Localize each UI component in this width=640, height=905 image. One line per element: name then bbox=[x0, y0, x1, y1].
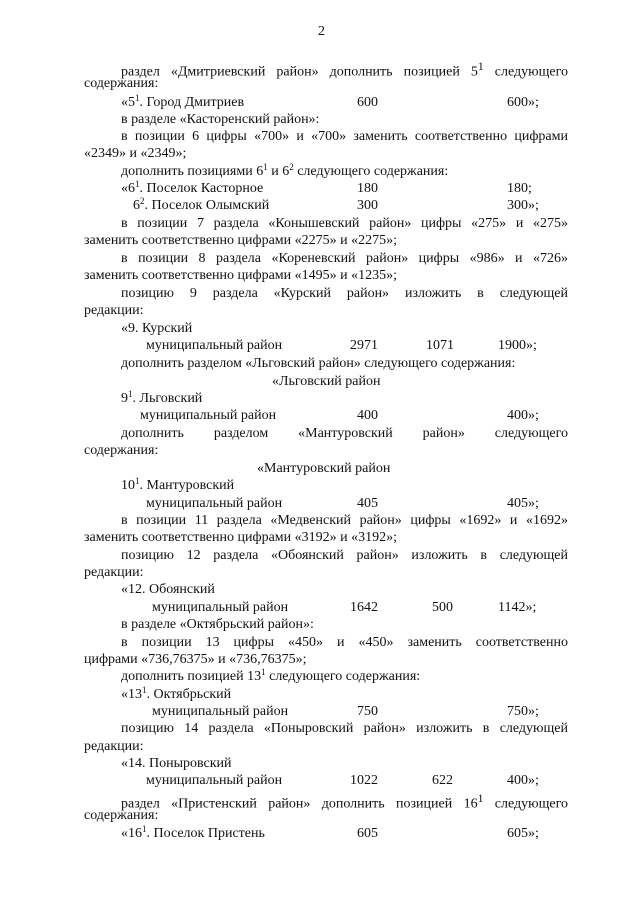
superscript: 2 bbox=[140, 196, 145, 206]
text-line: редакции: bbox=[84, 739, 144, 754]
text-line bbox=[121, 59, 568, 81]
text-line: в разделе «Касторенский район»: bbox=[121, 112, 320, 127]
value-cell: 750»; bbox=[507, 704, 539, 719]
text-fragment: . Мантуровский bbox=[139, 478, 235, 493]
text-line bbox=[121, 669, 420, 685]
text-fragment: «6 bbox=[121, 181, 135, 196]
text-line: редакции: bbox=[84, 303, 144, 318]
position-label bbox=[133, 198, 269, 214]
value-cell: 300»; bbox=[507, 198, 539, 213]
text-line: заменить соответственно цифрами «3192» и «3192»; bbox=[84, 530, 398, 545]
position-label: «9. Курский bbox=[121, 321, 193, 336]
text-line: цифрами «736,76375» и «736,76375»; bbox=[84, 652, 307, 667]
superscript: 1 bbox=[477, 60, 484, 73]
text-fragment: раздел «Пристенский район» дополнить позицией 16 bbox=[121, 796, 478, 812]
text-fragment: и 6 bbox=[267, 164, 290, 179]
text-fragment: позицию 14 раздела «Поныровский район» изложить в следующей bbox=[121, 721, 568, 736]
text-fragment: . Поселок Пристень bbox=[146, 826, 265, 841]
text-line: заменить соответственно цифрами «2275» и «2275»; bbox=[84, 233, 398, 248]
text-line: дополнить разделом «Льговский район» следующего содержания: bbox=[121, 356, 516, 371]
value-cell: 400 bbox=[357, 408, 378, 423]
text-fragment: дополнить разделом «Мантуровский район» следующего bbox=[121, 426, 568, 441]
text-line bbox=[121, 548, 568, 564]
superscript: 1 bbox=[261, 667, 266, 677]
position-label bbox=[121, 391, 202, 407]
value-cell: 1642 bbox=[350, 600, 378, 615]
text-fragment: «13 bbox=[121, 687, 142, 702]
text-fragment: в позиции 8 раздела «Кореневский район» цифры «986» и «726» bbox=[121, 251, 568, 266]
text-line bbox=[121, 164, 448, 180]
text-fragment: в позиции 11 раздела «Медвенский район» цифры «1692» и «1692» bbox=[121, 513, 568, 528]
value-cell: 180; bbox=[507, 181, 532, 196]
position-label bbox=[121, 181, 263, 197]
superscript: 1 bbox=[135, 476, 140, 486]
text-fragment: следующего bbox=[483, 64, 569, 80]
superscript: 1 bbox=[135, 179, 140, 189]
value-cell: 600 bbox=[357, 95, 378, 110]
position-label: муниципальный район bbox=[146, 773, 283, 788]
value-cell: 180 bbox=[357, 181, 378, 196]
position-label: «12. Обоянский bbox=[121, 582, 215, 597]
value-cell: 2971 bbox=[350, 338, 378, 353]
text-fragment: . Поселок Олымский bbox=[144, 198, 270, 213]
text-fragment: раздел «Дмитриевский район» дополнить позицией 5 bbox=[121, 64, 478, 80]
text-fragment: . Октябрьский bbox=[146, 687, 232, 702]
text-line: содержания: bbox=[84, 808, 159, 823]
text-line bbox=[121, 216, 568, 232]
text-fragment: дополнить позициями 6 bbox=[121, 164, 264, 179]
value-cell: 500 bbox=[432, 600, 453, 615]
value-cell: 405»; bbox=[507, 496, 539, 511]
text-fragment: «5 bbox=[121, 95, 135, 110]
text-line: в разделе «Октябрьский район»: bbox=[121, 617, 314, 632]
text-fragment: 10 bbox=[121, 478, 135, 493]
position-label: муниципальный район bbox=[146, 338, 283, 353]
text-fragment: в позиции 7 раздела «Конышевский район» цифры «275» и «275» bbox=[121, 216, 568, 231]
text-line: «2349» и «2349»; bbox=[84, 146, 187, 161]
superscript: 1 bbox=[263, 162, 268, 172]
text-line bbox=[121, 635, 568, 651]
text-fragment: . Поселок Касторное bbox=[139, 181, 264, 196]
text-fragment: позицию 9 раздела «Курский район» изложить в следующей bbox=[121, 286, 568, 301]
text-line: редакции: bbox=[84, 565, 144, 580]
text-line bbox=[121, 791, 568, 813]
value-cell: 605»; bbox=[507, 826, 539, 841]
superscript: 1 bbox=[142, 685, 147, 695]
text-line bbox=[121, 286, 568, 302]
position-label: муниципальный район bbox=[152, 600, 289, 615]
text-line: содержания: bbox=[84, 76, 159, 91]
position-label: муниципальный район bbox=[146, 496, 283, 511]
value-cell: 1142»; bbox=[498, 600, 537, 615]
superscript: 1 bbox=[128, 389, 133, 399]
position-label bbox=[121, 687, 231, 703]
text-fragment: . Город Дмитриев bbox=[139, 95, 245, 110]
section-heading: «Мантуровский район bbox=[257, 461, 391, 476]
text-fragment: позицию 12 раздела «Обоянский район» изложить в следующей bbox=[121, 548, 568, 563]
position-label: муниципальный район bbox=[140, 408, 277, 423]
section-heading: «Льговский район bbox=[272, 374, 381, 389]
position-label bbox=[121, 478, 234, 494]
text-line: заменить соответственно цифрами «1495» и «1235»; bbox=[84, 268, 398, 283]
superscript: 2 bbox=[289, 162, 294, 172]
text-line bbox=[121, 426, 568, 442]
text-fragment: следующего bbox=[483, 796, 569, 812]
text-line bbox=[121, 129, 568, 145]
position-label bbox=[121, 826, 265, 842]
value-cell: 400»; bbox=[507, 408, 539, 423]
text-fragment: следующего содержания: bbox=[265, 669, 421, 684]
text-fragment: 6 bbox=[133, 198, 140, 213]
position-label: «14. Поныровский bbox=[121, 756, 232, 771]
text-fragment: . Льговский bbox=[132, 391, 203, 406]
value-cell: 300 bbox=[357, 198, 378, 213]
value-cell: 750 bbox=[357, 704, 378, 719]
position-label bbox=[121, 95, 244, 111]
text-fragment: дополнить позицией 13 bbox=[121, 669, 262, 684]
superscript: 1 bbox=[135, 93, 140, 103]
page-number: 2 bbox=[318, 24, 325, 39]
text-fragment: в позиции 6 цифры «700» и «700» заменить соответственно цифрами bbox=[121, 129, 568, 144]
text-line bbox=[121, 513, 568, 529]
value-cell: 605 bbox=[357, 826, 378, 841]
text-line bbox=[121, 251, 568, 267]
superscript: 1 bbox=[142, 824, 147, 834]
value-cell: 400»; bbox=[507, 773, 539, 788]
text-line bbox=[121, 721, 568, 737]
value-cell: 1900»; bbox=[498, 338, 537, 353]
position-label: муниципальный район bbox=[152, 704, 289, 719]
value-cell: 1071 bbox=[426, 338, 454, 353]
superscript: 1 bbox=[477, 792, 484, 805]
text-fragment: 9 bbox=[121, 391, 128, 406]
text-fragment: в позиции 13 цифры «450» и «450» заменить соответственно bbox=[121, 635, 568, 650]
value-cell: 600»; bbox=[507, 95, 539, 110]
text-fragment: следующего содержания: bbox=[293, 164, 449, 179]
text-fragment: «16 bbox=[121, 826, 142, 841]
value-cell: 622 bbox=[432, 773, 453, 788]
value-cell: 405 bbox=[357, 496, 378, 511]
text-line: содержания: bbox=[84, 443, 159, 458]
value-cell: 1022 bbox=[350, 773, 378, 788]
